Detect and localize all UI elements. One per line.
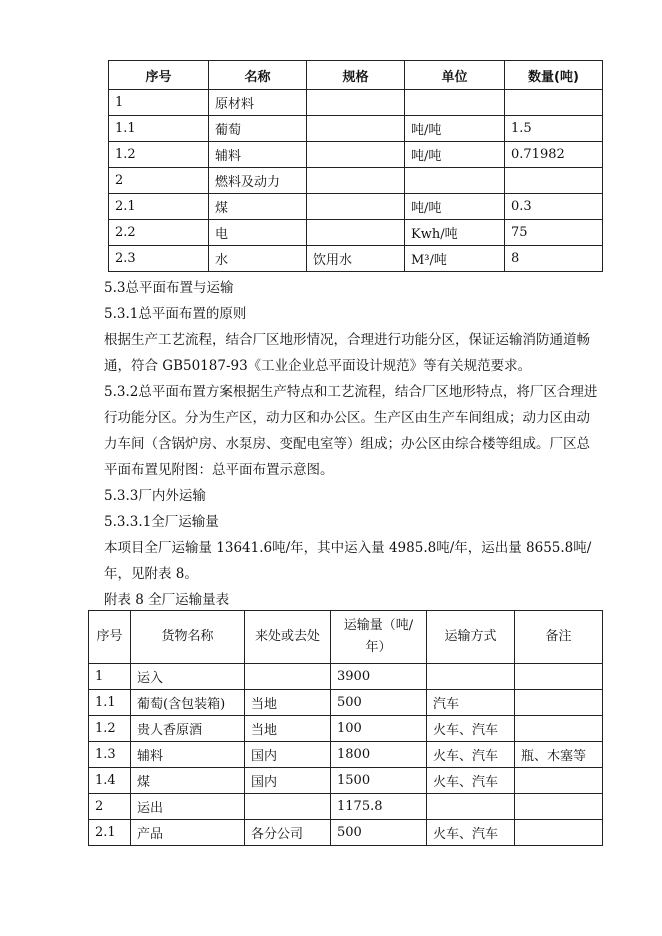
table-cell: 1.5 (505, 116, 603, 142)
table-cell (405, 90, 505, 116)
paragraph-line: 年，见附表 8。 (104, 566, 198, 582)
paragraph-line: 力车间（含锅炉房、水泵房、变配电室等）组成；办公区由综合楼等组成。厂区总 (104, 436, 590, 452)
table-cell (307, 220, 405, 246)
table-cell: 500 (331, 690, 427, 716)
table-cell: 运出 (131, 794, 245, 820)
table-cell: 辅料 (131, 742, 245, 768)
col-header-spec: 规格 (307, 61, 405, 90)
table-header-row (89, 611, 603, 664)
table-cell: 火车、汽车 (427, 768, 515, 794)
table-cell: 葡萄(含包装箱) (131, 690, 245, 716)
table-cell (307, 116, 405, 142)
table-cell: 当地 (245, 690, 331, 716)
table-cell (427, 664, 515, 690)
table-cell: 吨/吨 (405, 116, 505, 142)
table-cell (405, 168, 505, 194)
table-row (109, 116, 603, 142)
table-cell: 燃料及动力 (209, 168, 307, 194)
table-row (89, 690, 603, 716)
table-cell: 1175.8 (331, 794, 427, 820)
col-header-index: 序号 (89, 611, 131, 664)
section-heading: 5.3总平面布置与运输 (104, 280, 234, 296)
col-header-name: 名称 (209, 61, 307, 90)
table-row (109, 220, 603, 246)
table-cell: 1500 (331, 768, 427, 794)
table-cell: 2 (109, 168, 209, 194)
table-cell (427, 794, 515, 820)
table-cell: 8 (505, 246, 603, 272)
table-cell: 汽车 (427, 690, 515, 716)
paragraph-line: 行功能分区。分为生产区，动力区和办公区。生产区由生产车间组成；动力区由动 (104, 410, 590, 426)
table-cell (505, 90, 603, 116)
col-header-volume: 运输量（吨/年） (331, 611, 427, 664)
table-cell: 0.71982 (505, 142, 603, 168)
section-heading: 5.3.1总平面布置的原则 (104, 306, 247, 322)
table-cell: 500 (331, 820, 427, 846)
table-cell: 1.1 (109, 116, 209, 142)
paragraph-line: 本项目全厂运输量 13641.6吨/年，其中运入量 4985.8吨/年，运出量 8655.8吨/ (104, 540, 592, 556)
table-cell (307, 90, 405, 116)
paragraph-line: 平面布置见附图：总平面布置示意图。 (104, 462, 334, 478)
col-header-origin: 来处或去处 (245, 611, 331, 664)
table-cell (307, 194, 405, 220)
table-cell: 煤 (131, 768, 245, 794)
table-cell (515, 820, 603, 846)
col-header-goods: 货物名称 (131, 611, 245, 664)
table-cell: 2 (89, 794, 131, 820)
table-cell: 1800 (331, 742, 427, 768)
table-row (89, 716, 603, 742)
table-header-row (109, 61, 603, 90)
table-cell: 贵人香原酒 (131, 716, 245, 742)
section-heading: 5.3.3.1全厂运输量 (104, 514, 219, 530)
table-caption: 附表 8 全厂运输量表 (104, 592, 230, 608)
table-row (89, 768, 603, 794)
table-cell: 饮用水 (307, 246, 405, 272)
table-cell: 2.1 (109, 194, 209, 220)
table-cell (515, 794, 603, 820)
table-cell: 运入 (131, 664, 245, 690)
table-cell (307, 168, 405, 194)
col-header-index: 序号 (109, 61, 209, 90)
table-row (89, 742, 603, 768)
table-row (89, 820, 603, 846)
col-header-unit: 单位 (405, 61, 505, 90)
table-cell: 火车、汽车 (427, 820, 515, 846)
table-cell (515, 716, 603, 742)
table-cell: 产品 (131, 820, 245, 846)
col-header-quantity: 数量(吨) (505, 61, 603, 90)
table-cell: 2.3 (109, 246, 209, 272)
paragraph-line: 通，符合 GB50187-93《工业企业总平面设计规范》等有关规范要求。 (104, 358, 532, 374)
table-cell: 瓶、木塞等 (515, 742, 603, 768)
table-row (109, 142, 603, 168)
table-cell: 国内 (245, 768, 331, 794)
table-cell: 吨/吨 (405, 194, 505, 220)
table-cell (515, 690, 603, 716)
table-cell: 各分公司 (245, 820, 331, 846)
table-cell: 0.3 (505, 194, 603, 220)
col-header-remark: 备注 (515, 611, 603, 664)
table-cell: 1.1 (89, 690, 131, 716)
table-cell: 原材料 (209, 90, 307, 116)
table-cell: 100 (331, 716, 427, 742)
table-cell (307, 142, 405, 168)
table-cell: 1 (89, 664, 131, 690)
table-cell: 火车、汽车 (427, 716, 515, 742)
table-cell: 水 (209, 246, 307, 272)
table-cell: 葡萄 (209, 116, 307, 142)
table-cell: 吨/吨 (405, 142, 505, 168)
table-row (89, 664, 603, 690)
transport-volume-table (88, 610, 603, 846)
material-consumption-table (108, 60, 603, 272)
table-cell: 3900 (331, 664, 427, 690)
section-heading: 5.3.3厂内外运输 (104, 488, 206, 504)
table-cell (505, 168, 603, 194)
table-row (109, 246, 603, 272)
table-cell (245, 794, 331, 820)
table-cell: 1.2 (89, 716, 131, 742)
table-cell: Kwh/吨 (405, 220, 505, 246)
table-cell: 电 (209, 220, 307, 246)
paragraph-line: 根据生产工艺流程，结合厂区地形情况，合理进行功能分区，保证运输消防通道畅 (104, 332, 590, 348)
table-cell (515, 768, 603, 794)
table-cell: 1 (109, 90, 209, 116)
col-header-mode: 运输方式 (427, 611, 515, 664)
table-cell: 国内 (245, 742, 331, 768)
table-cell: 当地 (245, 716, 331, 742)
table-cell: 2.1 (89, 820, 131, 846)
paragraph-line: 5.3.2总平面布置方案根据生产特点和工艺流程，结合厂区地形特点，将厂区合理进 (104, 384, 598, 400)
table-cell: 75 (505, 220, 603, 246)
table-cell: 辅料 (209, 142, 307, 168)
table-row (109, 194, 603, 220)
table-cell: 火车、汽车 (427, 742, 515, 768)
table-row (109, 90, 603, 116)
table-row (89, 794, 603, 820)
table-cell: M³/吨 (405, 246, 505, 272)
table-cell: 2.2 (109, 220, 209, 246)
table-cell: 煤 (209, 194, 307, 220)
table-row (109, 168, 603, 194)
table-cell (515, 664, 603, 690)
table-cell (245, 664, 331, 690)
table-cell: 1.4 (89, 768, 131, 794)
table-cell: 1.2 (109, 142, 209, 168)
table-cell: 1.3 (89, 742, 131, 768)
